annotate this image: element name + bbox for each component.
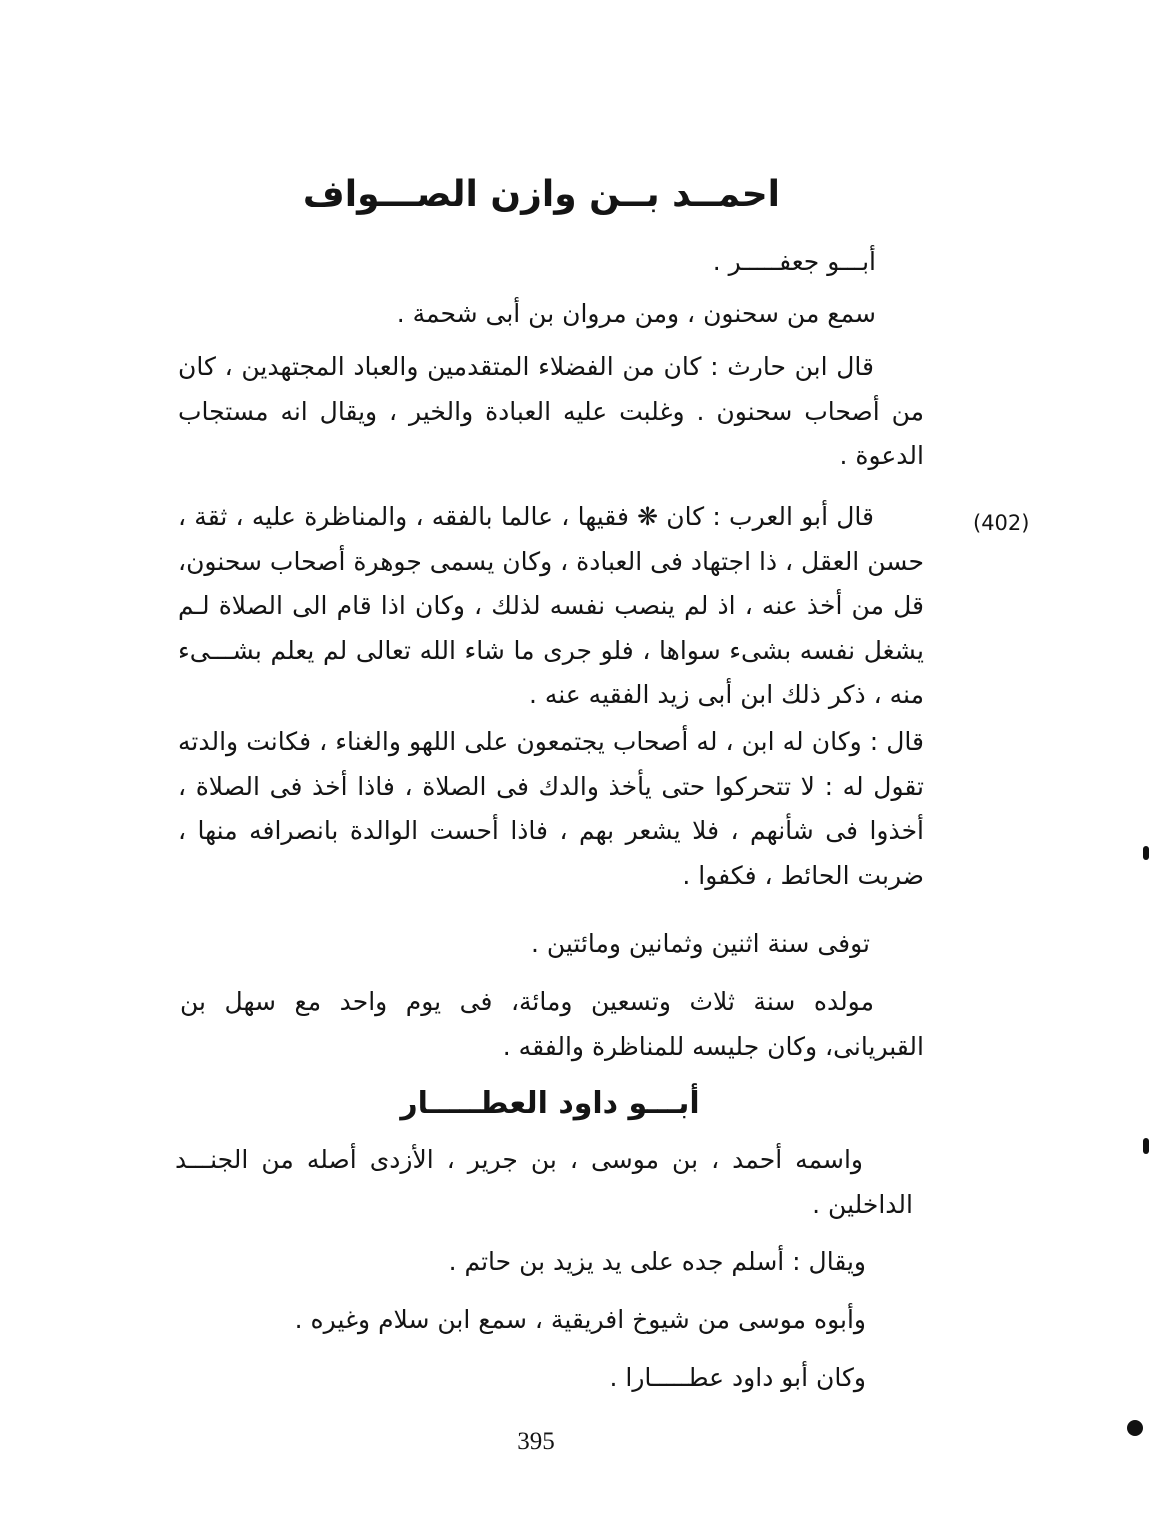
page-number: 395 <box>517 1428 555 1455</box>
teachers-line: سمع من سحنون ، ومن مروان بن أبى شحمة . <box>396 299 876 328</box>
biography-heading-ahmad-ibn-wazin: احمــد بــن وازن الصـــواف <box>302 174 780 215</box>
margin-reference-number: (402) <box>973 511 1030 535</box>
paragraph-son-companions: قال : وكان له ابن ، له أصحاب يجتمعون على اللهو والغناء ، فكانت والدته تقول له : لا تتحركوا حتى يأخذ والدك فى الصلاة ، فاذا أخذ فى الصلاة ، أخذوا فى شأنهم ، فلا يشعر بهم ، فاذا أحست الوالدة بانصرافه منها ، ضربت الحائط ، فكفوا . <box>178 727 924 890</box>
paragraph-abu-al-arab: قال أبو العرب : كان ❋ فقيها ، عالما بالفقه ، والمناظرة عليه ، ثقة ، حسن العقل ، ذا اجتهاد فى العبادة ، وكان يسمى جوهرة أصحاب سحنون، قل من أخذ عنه ، اذ لم ينصب نفسه لذلك ، وكان اذا قام الى الصلاة لـم يشغل نفسه بشىء سواها ، فلو جرى ما شاء الله تعالى لم يعلم بشـــىء منه ، ذكر ذلك ابن أبى زيد الفقيه عنه . <box>178 502 924 709</box>
scan-edge-dot <box>1127 1420 1143 1436</box>
death-line: توفى سنة اثنين وثمانين ومائتين . <box>530 929 870 958</box>
paragraph-name-lineage: واسمه أحمد ، بن موسى ، بن جرير ، الأزدى أصله من الجنـــد الداخلين . <box>175 1145 913 1219</box>
paragraph-birth: مولده سنة ثلاث وتسعين ومائة، فى يوم واحد مع سهل بن القبريانى، وكان جليسه للمناظرة والفقه . <box>180 987 924 1061</box>
scan-edge-mark <box>1143 846 1149 860</box>
biography-heading-abu-dawud-al-attar: أبـــو داود العطـــــار <box>400 1086 700 1121</box>
scan-edge-mark <box>1143 1138 1149 1154</box>
line-grandfather: ويقال : أسلم جده على يد يزيد بن حاتم . <box>448 1247 866 1276</box>
kunya-line: أبـــو جعفـــــر . <box>712 247 876 276</box>
line-occupation: وكان أبو داود عطـــــارا . <box>609 1363 866 1392</box>
paragraph-ibn-harith: قال ابن حارث : كان من الفضلاء المتقدمين والعباد المجتهدين ، كان من أصحاب سحنون . وغلبت عليه العبادة والخير ، ويقال انه مستجاب الدعوة . <box>178 352 924 470</box>
line-father: وأبوه موسى من شيوخ افريقية ، سمع ابن سلام وغيره . <box>294 1305 866 1334</box>
